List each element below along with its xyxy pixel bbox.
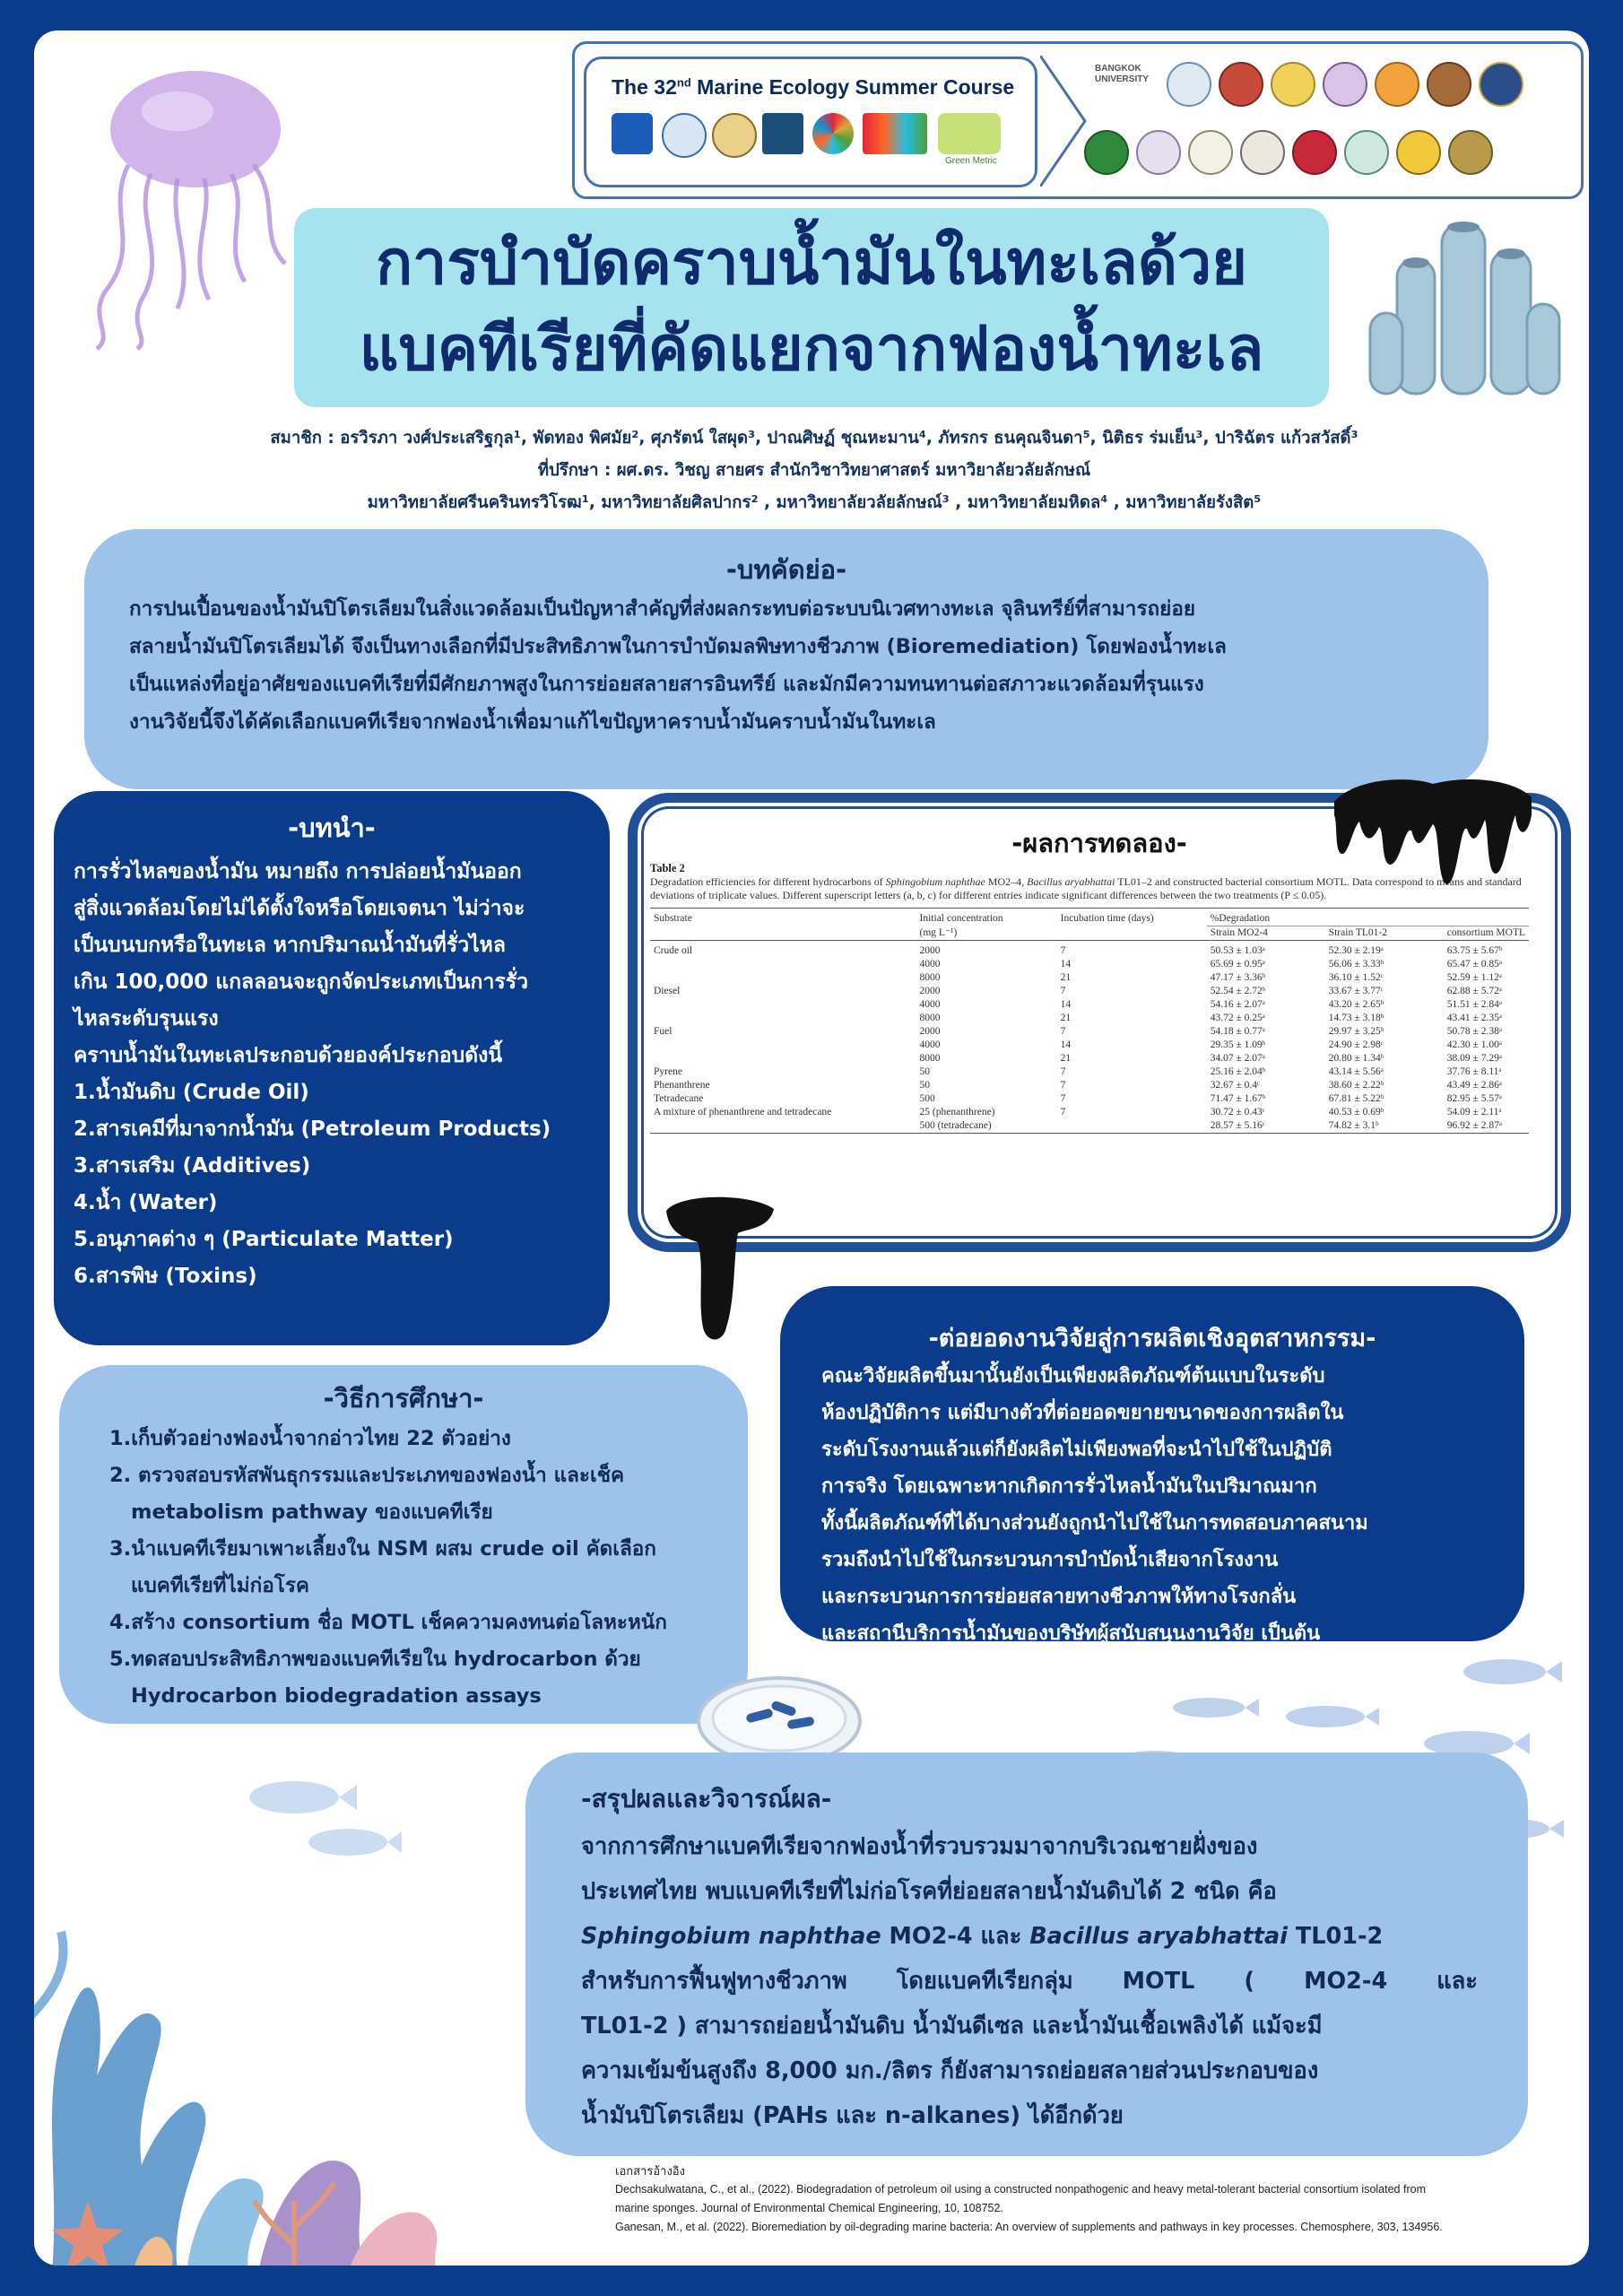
table-cell: 65.47 ± 0.85ᵃ bbox=[1446, 959, 1503, 970]
seal-logo bbox=[662, 113, 707, 158]
table-cell: 2000 bbox=[919, 1026, 941, 1037]
table-row bbox=[650, 1052, 1529, 1065]
intro-line: สู่สิ่งแวดล้อมโดยไม่ได้ตั้งใจหรือโดยเจตนา ไม่ว่าจะ bbox=[74, 897, 525, 920]
industry-line: และสถานีบริการน้ำมันของบริษัทผู้สนับสนุนงานวิจัย เป็นต้น bbox=[821, 1622, 1321, 1645]
table-cell bbox=[650, 1012, 916, 1025]
table-cell: 82.95 ± 5.57ᵃ bbox=[1446, 1093, 1503, 1104]
references-title: เอกสารอ้างอิง bbox=[615, 2164, 685, 2178]
table-cell: 43.49 ± 2.86ᵃ bbox=[1446, 1080, 1503, 1091]
table-cell: 63.75 ± 5.67ᵇ bbox=[1446, 945, 1503, 956]
table-cell: 30.72 ± 0.43ᶜ bbox=[1210, 1107, 1265, 1118]
poster-page bbox=[34, 30, 1589, 2266]
th-substrate: Substrate bbox=[654, 913, 692, 925]
th-concentration: Initial concentration bbox=[919, 913, 1003, 925]
table-cell: 54.18 ± 0.77ᵃ bbox=[1210, 1026, 1265, 1037]
table-cell: 40.53 ± 0.69ᵇ bbox=[1328, 1107, 1384, 1118]
table-cell bbox=[1057, 1119, 1207, 1134]
table-cell: Crude oil bbox=[654, 945, 693, 956]
intro-line: การรั่วไหลของน้ำมัน หมายถึง การปล่อยน้ำมันออก bbox=[74, 860, 522, 883]
conclusion-card bbox=[525, 1752, 1528, 2156]
table-cell: 7 bbox=[1060, 1107, 1066, 1118]
references bbox=[615, 2161, 1575, 2237]
table-row bbox=[650, 1039, 1529, 1052]
abstract-line: เป็นแหล่งที่อยู่อาศัยของแบคทีเรียที่มีศักยภาพสูงในการย่อยสลายสารอินทรีย์ และมักมีความทนทานต่อสภาวะแวดล้อมที่รุนแรง bbox=[129, 673, 1204, 696]
title-banner bbox=[294, 208, 1329, 407]
species-1: Sphingobium naphthae bbox=[581, 1923, 881, 1950]
abstract-line: การปนเปื้อนของน้ำมันปิโตรเลียมในสิ่งแวดล้อมเป็นปัญหาสำคัญที่ส่งผลกระทบต่อระบบนิเวศทางทะเล จุลินทรีย์ที่สามารถย่อย bbox=[129, 597, 1196, 621]
methods-line: 5.ทดสอบประสิทธิภาพของแบคทีเรียใน hydrocarbon ด้วย bbox=[109, 1648, 641, 1671]
th-tl01: Strain TL01-2 bbox=[1325, 926, 1444, 941]
table-cell: 42.30 ± 1.00ᵃ bbox=[1446, 1039, 1503, 1050]
table-cell: 7 bbox=[1060, 1066, 1066, 1077]
table-row bbox=[650, 1092, 1529, 1106]
bangkok-university-logo: BANGKOK UNIVERSITY bbox=[1095, 64, 1150, 84]
table-cell: 25 (phenanthrene) bbox=[919, 1107, 995, 1118]
oil-drop-illustration bbox=[662, 1193, 778, 1345]
table-cell: 65.69 ± 0.95ᵃ bbox=[1210, 959, 1265, 970]
table-cell: Phenanthrene bbox=[654, 1080, 710, 1091]
seal-12 bbox=[1292, 130, 1337, 175]
table-cell bbox=[650, 1052, 916, 1065]
industry-line: ห้องปฏิบัติการ แต่มีบางตัวที่ต่อยอดขยายขนาดของการผลิตใน bbox=[821, 1402, 1344, 1424]
table-cell bbox=[650, 1119, 916, 1134]
methods-line: 2. ตรวจสอบรหัสพันธุกรรมและประเภทของฟองน้ำ และเช็ค bbox=[109, 1464, 625, 1487]
table-cell: 52.30 ± 2.19ᵃ bbox=[1328, 945, 1384, 956]
methods-line: แบคทีเรียที่ไม่ก่อโรค bbox=[131, 1574, 309, 1597]
seal-6 bbox=[1427, 62, 1471, 107]
seal-8 bbox=[1084, 130, 1129, 175]
table-cell: 36.10 ± 1.52ᶜ bbox=[1328, 972, 1384, 983]
table-cell: 43.72 ± 0.25ᵃ bbox=[1210, 1013, 1265, 1023]
methods-line: 1.เก็บตัวอย่างฟองน้ำจากอ่าวไทย 22 ตัวอย่าง bbox=[109, 1427, 511, 1450]
industry-line: คณะวิจัยผลิตขึ้นมานั้นยังเป็นเพียงผลิตภัณฑ์ต้นแบบในระดับ bbox=[821, 1365, 1325, 1387]
table-caption: Degradation efficiencies for different hydrocarbons of Sphingobium naphthae MO2–4, Bacillus aryabhattai TL01–2 and constructed bacterial consortium MOTL. Data correspond to means and standard deviations of triplicate values. Different superscript letters (a, b, c) for different entries indicate significant differences between the two treatments (P ≤ 0.05). bbox=[650, 875, 1522, 901]
table-row bbox=[650, 985, 1529, 998]
table-cell: 54.09 ± 2.11ᵃ bbox=[1446, 1107, 1502, 1118]
table-cell: 56.06 ± 3.33ᵇ bbox=[1328, 959, 1384, 970]
table-cell bbox=[650, 958, 916, 971]
table-cell: 7 bbox=[1060, 945, 1066, 956]
intro-line: เกิน 100,000 แกลลอนจะถูกจัดประเภทเป็นการรั่ว bbox=[74, 970, 528, 994]
table-row bbox=[650, 1025, 1529, 1039]
seal-10 bbox=[1188, 130, 1233, 175]
table-cell: 52.59 ± 1.12ᵃ bbox=[1446, 972, 1503, 983]
seal-11 bbox=[1240, 130, 1285, 175]
table-cell: 50 bbox=[919, 1080, 931, 1091]
table-label: Table 2 bbox=[650, 862, 685, 874]
results-title: -ผลการทดลอง- bbox=[1011, 828, 1187, 858]
abstract-title: -บทคัดย่อ- bbox=[725, 554, 847, 585]
species-2: Bacillus aryabhattai bbox=[1021, 1923, 1288, 1950]
methods-line: 3.นำแบคทีเรียมาเพาะเลี้ยงใน NSM ผสม crude oil คัดเลือก bbox=[109, 1537, 656, 1561]
intro-line: เป็นบนบกหรือในทะเล หากปริมาณน้ำมันที่รั่วไหล bbox=[74, 934, 506, 957]
industry-line: การจริง โดยเฉพาะหากเกิดการรั่วไหลน้ำมันในปริมาณมาก bbox=[821, 1475, 1317, 1498]
table-cell: 54.16 ± 2.07ᵃ bbox=[1210, 999, 1265, 1010]
table-cell: 62.88 ± 5.72ᵃ bbox=[1446, 986, 1503, 996]
table-row bbox=[650, 1106, 1529, 1119]
table-cell: 38.09 ± 7.29ᵃ bbox=[1446, 1053, 1503, 1064]
results-table-block bbox=[650, 862, 1529, 1134]
table-row bbox=[650, 1065, 1529, 1079]
conclusion-line: ความเข้มข้นสูงถึง 8,000 มก./ลิตร ก็ยังสามารถย่อยสลายส่วนประกอบของ bbox=[581, 2057, 1319, 2084]
table-row bbox=[650, 941, 1529, 959]
table-cell: 14 bbox=[1060, 1039, 1072, 1050]
table-cell: Fuel bbox=[654, 1026, 673, 1037]
table-cell: 2000 bbox=[919, 986, 941, 996]
table-cell: 33.67 ± 3.77ᶜ bbox=[1328, 986, 1384, 996]
table-cell: 67.81 ± 5.22ᵇ bbox=[1328, 1093, 1384, 1104]
authors-advisor: ที่ปรึกษา : ผศ.ดร. วิชญ สายศร สำนักวิชาวิทยาศาสตร์ มหาวิยาลัยวลัยลักษณ์ bbox=[537, 461, 1091, 480]
seal-7 bbox=[1479, 62, 1523, 107]
table-cell: 21 bbox=[1060, 1013, 1072, 1023]
table-cell: A mixture of phenanthrene and tetradecane bbox=[654, 1107, 832, 1118]
table-cell: 50.78 ± 2.38ᵃ bbox=[1446, 1026, 1503, 1037]
industry-line: ระดับโรงงานแล้วแต่ก็ยังผลิตไม่เพียงพอที่จะนำไปใช้ในปฏิบัติ bbox=[821, 1439, 1332, 1461]
table-cell: 50.53 ± 1.03ᵃ bbox=[1210, 945, 1265, 956]
industry-card bbox=[780, 1286, 1524, 1645]
seal-1 bbox=[1167, 62, 1211, 107]
table-cell: 28.57 ± 5.16ᶜ bbox=[1210, 1120, 1265, 1131]
table-cell: 20.80 ± 1.34ᵇ bbox=[1328, 1053, 1384, 1064]
table-row bbox=[650, 1079, 1529, 1092]
table-cell: 7 bbox=[1060, 986, 1066, 996]
th-degradation: %Degradation bbox=[1210, 913, 1271, 924]
table-cell: 14 bbox=[1060, 999, 1072, 1010]
table-cell: Diesel bbox=[654, 986, 681, 996]
table-cell: 7 bbox=[1060, 1093, 1066, 1104]
table-cell bbox=[650, 998, 916, 1012]
table-cell: Tetradecane bbox=[654, 1093, 704, 1104]
table-cell: 25.16 ± 2.04ᵇ bbox=[1210, 1066, 1266, 1077]
conclusion-line: น้ำมันปิโตรเลียม (PAHs และ n-alkanes) ได้อีกด้วย bbox=[581, 2102, 1124, 2129]
green-metric-text: Green Metric bbox=[945, 156, 997, 166]
table-cell: 4000 bbox=[919, 959, 941, 970]
oil-drip-illustration bbox=[1325, 775, 1541, 900]
methods-body bbox=[109, 1421, 667, 1715]
sdg-wheel-logo bbox=[812, 113, 854, 154]
table-row bbox=[650, 998, 1529, 1012]
th-unit: (mg L⁻¹) bbox=[919, 926, 958, 938]
th-incubation: Incubation time (days) bbox=[1060, 913, 1154, 925]
table-cell: 4000 bbox=[919, 1039, 941, 1050]
intro-line: 4.น้ำ (Water) bbox=[74, 1191, 218, 1214]
conclusion-line: จากการศึกษาแบคทีเรียจากฟองน้ำที่รวบรวมมาจากบริเวณชายฝั่งของ bbox=[581, 1833, 1258, 1860]
table-cell: 34.07 ± 2.07ᵃ bbox=[1210, 1053, 1265, 1064]
conclusion-line: TL01-2 ) สามารถย่อยน้ำมันดิบ น้ำมันดีเซล และน้ำมันเชื้อเพลิงได้ แม้จะมี bbox=[581, 2013, 1323, 2039]
th-motl: consortium MOTL bbox=[1444, 926, 1529, 941]
intro-body bbox=[74, 854, 551, 1295]
seal-5 bbox=[1375, 62, 1419, 107]
table-cell: 52.54 ± 2.72ᵇ bbox=[1210, 986, 1266, 996]
seal-15 bbox=[1448, 130, 1493, 175]
intro-line: คราบน้ำมันในทะเลประกอบด้วยองค์ประกอบดังนี้ bbox=[74, 1044, 503, 1067]
industry-title: -ต่อยอดงานวิจัยสู่การผลิตเชิงอุตสาหกรรม- bbox=[928, 1325, 1376, 1352]
chevron-logo bbox=[612, 113, 653, 154]
table-cell: 2000 bbox=[919, 945, 941, 956]
industry-line: และกระบวนการการย่อยสลายทางชีวภาพให้ทางโรงกลั่น bbox=[821, 1586, 1297, 1608]
th-mo2: Strain MO2-4 bbox=[1207, 926, 1325, 941]
intro-line: 2.สารเคมีที่มาจากน้ำมัน (Petroleum Products) bbox=[74, 1118, 551, 1141]
abstract-line: งานวิจัยนี้จึงได้คัดเลือกแบคทีเรียจากฟองน้ำเพื่อมาแก้ไขปัญหาคราบน้ำมันคราบน้ำมันในทะเล bbox=[129, 710, 936, 734]
table-cell: 8000 bbox=[919, 1053, 941, 1064]
methods-card bbox=[59, 1365, 748, 1724]
industry-body bbox=[821, 1358, 1368, 1652]
table-cell: 7 bbox=[1060, 1026, 1066, 1037]
intro-title: -บทนำ- bbox=[288, 813, 376, 843]
table-row bbox=[650, 1012, 1529, 1025]
table-cell: 8000 bbox=[919, 972, 941, 983]
table-cell bbox=[650, 1039, 916, 1052]
methods-line: Hydrocarbon biodegradation assays bbox=[131, 1684, 542, 1708]
conclusion-body bbox=[581, 1824, 1478, 2138]
table-cell bbox=[650, 971, 916, 985]
table-cell: Pyrene bbox=[654, 1066, 682, 1077]
reference-item: Ganesan, M., et al. (2022). Bioremediation by oil-degrading marine bacteria: An overview of supplements and pathways in key processes. Chemosphere, 303, 134956. bbox=[615, 2221, 1443, 2233]
jellyfish-illustration bbox=[52, 57, 321, 353]
seal-9 bbox=[1136, 130, 1181, 175]
title-line-1: การบำบัดคราบน้ำมันในทะเลด้วย bbox=[375, 228, 1248, 299]
table-cell: 29.97 ± 3.25ᵇ bbox=[1328, 1026, 1384, 1037]
intro-line: 6.สารพิษ (Toxins) bbox=[74, 1265, 257, 1288]
methods-line: 4.สร้าง consortium ชื่อ MOTL เช็คความคงทนต่อโลหะหนัก bbox=[109, 1611, 667, 1634]
table-body bbox=[650, 941, 1529, 1134]
industry-line: ทั้งนี้ผลิตภัณฑ์ที่ได้บางส่วนยังถูกนำไปใช้ในการทดสอบภาคสนาม bbox=[821, 1512, 1368, 1535]
abstract-line: สลายน้ำมันปิโตรเลียมได้ จึงเป็นทางเลือกที่มีประสิทธิภาพในการบำบัดมลพิษทางชีวภาพ (Bioremediation) โดยฟองน้ำทะเล bbox=[129, 635, 1227, 658]
seal-14 bbox=[1396, 130, 1441, 175]
table-cell: 14.73 ± 3.18ᵇ bbox=[1328, 1013, 1384, 1023]
conclusion-line: ประเทศไทย พบแบคทีเรียที่ไม่ก่อโรคที่ย่อยสลายน้ำมันดิบได้ 2 ชนิด คือ bbox=[581, 1878, 1277, 1905]
table-cell: 43.14 ± 5.56ᵃ bbox=[1328, 1066, 1384, 1077]
table-cell: 51.51 ± 2.84ᵃ bbox=[1446, 999, 1503, 1010]
square-logo bbox=[762, 113, 803, 154]
abstract-body bbox=[129, 590, 1227, 741]
table-cell: 500 (tetradecane) bbox=[919, 1120, 992, 1131]
table-cell: 32.67 ± 0.4ᶜ bbox=[1210, 1080, 1260, 1091]
the-logo bbox=[863, 113, 927, 154]
table-cell: 37.76 ± 8.11ᵃ bbox=[1446, 1066, 1502, 1077]
methods-title: -วิธีการศึกษา- bbox=[323, 1383, 484, 1413]
reference-item: marine sponges. Journal of Environmental Chemical Engineering, 10, 108752. bbox=[615, 2202, 1003, 2214]
table-cell: 38.60 ± 2.22ᵇ bbox=[1328, 1080, 1384, 1091]
intro-line: 5.อนุภาคต่าง ๆ (Particulate Matter) bbox=[74, 1228, 454, 1251]
table-row bbox=[650, 971, 1529, 985]
authors-members: สมาชิก : อรวิรภา วงศ์ประเสริฐกุล¹, พัดทอง พิศมัย², ศุภรัตน์ ใสผุด³, ปาณศิษฏ์ ชุณหะมาน⁴, ภัทรกร ธนคุณจินดา⁵, นิติธร ร่มเย็น³, ปาริฉัตร แก้วสวัสดิ์³ bbox=[270, 429, 1358, 448]
table-cell: 47.17 ± 3.36ᵇ bbox=[1210, 972, 1266, 983]
table-cell: 43.20 ± 2.65ᵇ bbox=[1328, 999, 1384, 1010]
seal-3 bbox=[1271, 62, 1315, 107]
table-cell: 21 bbox=[1060, 1053, 1072, 1064]
table-cell: 96.92 ± 2.87ᵃ bbox=[1446, 1120, 1503, 1131]
course-title: The 32nd Marine Ecology Summer Course bbox=[612, 75, 1015, 99]
conclusion-line: Sphingobium naphthae MO2-4 และ Bacillus aryabhattai TL01-2 bbox=[581, 1923, 1384, 1950]
table-row bbox=[650, 1119, 1529, 1134]
table-cell: 29.35 ± 1.09ᵇ bbox=[1210, 1039, 1266, 1050]
sponge-illustration bbox=[1361, 205, 1576, 412]
conclusion-title: -สรุปผลและวิจารณ์ผล- bbox=[581, 1784, 832, 1813]
intro-line: 3.สารเสริม (Additives) bbox=[74, 1154, 311, 1178]
table-cell: 14 bbox=[1060, 959, 1072, 970]
table-cell: 43.41 ± 2.35ᵃ bbox=[1446, 1013, 1503, 1023]
table-row bbox=[650, 958, 1529, 971]
seal-13 bbox=[1344, 130, 1389, 175]
table-cell: 74.82 ± 3.1ᵇ bbox=[1328, 1120, 1379, 1131]
table-cell: 50 bbox=[919, 1066, 931, 1077]
course-tag bbox=[584, 57, 1037, 187]
industry-line: รวมถึงนำไปใช้ในกระบวนการบำบัดน้ำเสียจากโรงงาน bbox=[821, 1549, 1279, 1571]
table-cell: 7 bbox=[1060, 1080, 1066, 1091]
seal-2 bbox=[1219, 62, 1263, 107]
crest-logo bbox=[712, 113, 757, 158]
conclusion-line: สำหรับการฟื้นฟูทางชีวภาพ โดยแบคทีเรียกลุ่ม MOTL ( MO2-4 และ bbox=[581, 1968, 1478, 1995]
table-cell: 71.47 ± 1.67ᵇ bbox=[1210, 1093, 1266, 1104]
intro-line: ไหลระดับรุนแรง bbox=[74, 1007, 219, 1031]
abstract-card bbox=[84, 529, 1488, 789]
course-tag-arrow bbox=[1040, 56, 1094, 187]
reference-item: Dechsakulwatana, C., et al., (2022). Biodegradation of petroleum oil using a constructed nonpathogenic and heavy metal-tolerant bacterial consortium isolated from bbox=[615, 2183, 1426, 2196]
intro-card bbox=[54, 791, 610, 1345]
degradation-table bbox=[650, 908, 1529, 1134]
table-cell: 24.90 ± 2.98ᶜ bbox=[1328, 1039, 1384, 1050]
authors-affiliations: มหาวิทยาลัยศรีนครินทรวิโรฒ¹, มหาวิทยาลัยศิลปากร² , มหาวิทยาลัยวลัยลักษณ์³ , มหาวิทยาลัยมหิดล⁴ , มหาวิทยาลัยรังสิต⁵ bbox=[367, 493, 1262, 512]
green-metric-logo bbox=[938, 113, 1001, 154]
table-cell: 500 bbox=[919, 1093, 935, 1104]
methods-line: metabolism pathway ของแบคทีเรีย bbox=[131, 1500, 493, 1524]
table-cell: 4000 bbox=[919, 999, 941, 1010]
table-cell: 8000 bbox=[919, 1013, 941, 1023]
table-cell: 21 bbox=[1060, 972, 1072, 983]
sponsor-banner bbox=[572, 41, 1584, 199]
intro-line: 1.น้ำมันดิบ (Crude Oil) bbox=[74, 1081, 309, 1104]
seal-4 bbox=[1323, 62, 1367, 107]
title-line-2: แบคทีเรียที่คัดแยกจากฟองน้ำทะเล bbox=[359, 314, 1264, 385]
